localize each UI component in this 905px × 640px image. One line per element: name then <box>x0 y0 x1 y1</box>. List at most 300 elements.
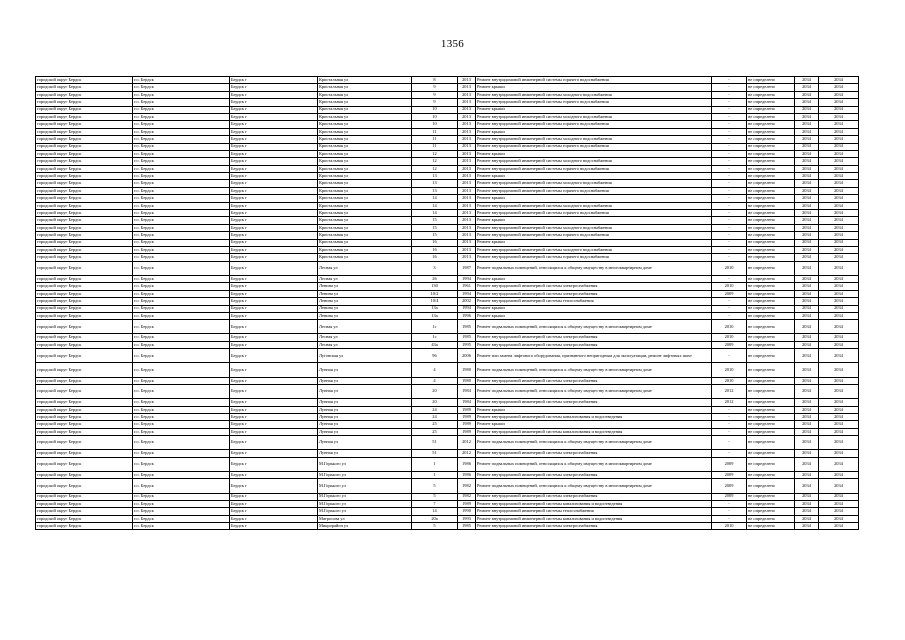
table-row <box>36 77 859 84</box>
house-number-cell: 51 <box>412 436 458 450</box>
table-row <box>36 275 859 282</box>
work-type-cell: Ремонт крыши <box>476 421 712 428</box>
plan-year-start-cell: 2034 <box>795 385 819 399</box>
plan-year-end-cell: 2034 <box>819 187 859 194</box>
prior-repair-year-cell: 2010 <box>712 377 747 384</box>
cost-cell: не определено <box>747 187 795 194</box>
municipality-cell: городской округ Бердск <box>36 363 133 377</box>
house-number-cell: 13а <box>412 312 458 319</box>
municipality-cell: городской округ Бердск <box>36 202 133 209</box>
plan-year-start-cell: 2034 <box>795 334 819 341</box>
cost-cell: не определено <box>747 414 795 421</box>
year-cell: 2013 <box>458 158 476 165</box>
table-row <box>36 493 859 500</box>
year-cell: 2013 <box>458 84 476 91</box>
table-row <box>36 290 859 297</box>
plan-year-start-cell: 2034 <box>795 508 819 515</box>
cost-cell: не определено <box>747 500 795 507</box>
street-cell: Лунная ул <box>318 428 412 435</box>
plan-year-end-cell: 2034 <box>819 202 859 209</box>
city-cell: Бердск г <box>230 399 318 406</box>
plan-year-start-cell: 2034 <box>795 406 819 413</box>
house-number-cell: 14 <box>412 508 458 515</box>
house-number-cell: 43а <box>412 341 458 348</box>
house-number-cell: 4 <box>412 363 458 377</box>
work-type-cell: Ремонт подвальных помещений, относящихся к общему имуществу в многоквартирном доме <box>476 320 712 334</box>
plan-year-start-cell: 2034 <box>795 399 819 406</box>
plan-year-start-cell: 2034 <box>795 457 819 471</box>
cost-cell: не определено <box>747 399 795 406</box>
street-cell: Кристальная ул <box>318 202 412 209</box>
year-cell: 2013 <box>458 173 476 180</box>
house-number-cell: 10/2 <box>412 290 458 297</box>
district-cell: г.о. Бердск <box>133 187 230 194</box>
house-number-cell: 1 <box>412 457 458 471</box>
house-number-cell: 20 <box>412 385 458 399</box>
street-cell: Кристальная ул <box>318 136 412 143</box>
municipality-cell: городской округ Бердск <box>36 349 133 363</box>
prior-repair-year-cell: - <box>712 202 747 209</box>
year-cell: 2013 <box>458 224 476 231</box>
table-row <box>36 180 859 187</box>
cost-cell: не определено <box>747 254 795 261</box>
cost-cell: не определено <box>747 165 795 172</box>
plan-year-end-cell: 2034 <box>819 341 859 348</box>
city-cell: Бердск г <box>230 471 318 478</box>
plan-year-start-cell: 2034 <box>795 128 819 135</box>
cost-cell: не определено <box>747 349 795 363</box>
table-row <box>36 150 859 157</box>
city-cell: Бердск г <box>230 421 318 428</box>
street-cell: Лесная ул <box>318 261 412 275</box>
city-cell: Бердск г <box>230 406 318 413</box>
work-type-cell: Ремонт внутридомовой инженерной системы теплоснабжения <box>476 298 712 305</box>
city-cell: Бердск г <box>230 246 318 253</box>
year-cell: 2013 <box>458 99 476 106</box>
district-cell: г.о. Бердск <box>133 471 230 478</box>
house-number-cell: 5 <box>412 493 458 500</box>
table-row <box>36 99 859 106</box>
work-type-cell: Ремонт внутридомовой инженерной системы канализования и водоотведения <box>476 414 712 421</box>
plan-year-start-cell: 2034 <box>795 232 819 239</box>
city-cell: Бердск г <box>230 150 318 157</box>
cost-cell: не определено <box>747 471 795 478</box>
table-row <box>36 305 859 312</box>
street-cell: Лунная ул <box>318 406 412 413</box>
municipality-cell: городской округ Бердск <box>36 143 133 150</box>
plan-year-start-cell: 2034 <box>795 224 819 231</box>
district-cell: г.о. Бердск <box>133 450 230 457</box>
table-row <box>36 195 859 202</box>
street-cell: М.Горького ул <box>318 508 412 515</box>
plan-year-end-cell: 2034 <box>819 91 859 98</box>
work-type-cell: Ремонт внутридомовой инженерной системы электроснабжения <box>476 377 712 384</box>
plan-year-start-cell: 2034 <box>795 99 819 106</box>
table-row <box>36 121 859 128</box>
capital-repair-table <box>35 76 859 530</box>
cost-cell: не определено <box>747 202 795 209</box>
cost-cell: не определено <box>747 421 795 428</box>
municipality-cell: городской округ Бердск <box>36 320 133 334</box>
plan-year-start-cell: 2034 <box>795 377 819 384</box>
year-cell: 1986 <box>458 471 476 478</box>
prior-repair-year-cell: - <box>712 428 747 435</box>
prior-repair-year-cell: - <box>712 436 747 450</box>
house-number-cell: 16 <box>412 246 458 253</box>
city-cell: Бердск г <box>230 457 318 471</box>
table-row <box>36 187 859 194</box>
street-cell: Кристальная ул <box>318 165 412 172</box>
plan-year-end-cell: 2034 <box>819 143 859 150</box>
plan-year-start-cell: 2034 <box>795 421 819 428</box>
street-cell: М.Горького ул <box>318 479 412 493</box>
cost-cell: не определено <box>747 261 795 275</box>
prior-repair-year-cell: - <box>712 349 747 363</box>
prior-repair-year-cell: - <box>712 136 747 143</box>
district-cell: г.о. Бердск <box>133 275 230 282</box>
city-cell: Бердск г <box>230 91 318 98</box>
municipality-cell: городской округ Бердск <box>36 246 133 253</box>
work-type-cell: Ремонт крыши <box>476 239 712 246</box>
street-cell: Лунная ул <box>318 385 412 399</box>
municipality-cell: городской округ Бердск <box>36 165 133 172</box>
city-cell: Бердск г <box>230 84 318 91</box>
table-row <box>36 298 859 305</box>
district-cell: г.о. Бердск <box>133 232 230 239</box>
work-type-cell: Ремонт внутридомовой инженерной системы холодного водоснабжения <box>476 136 712 143</box>
cost-cell: не определено <box>747 457 795 471</box>
year-cell: 2013 <box>458 165 476 172</box>
street-cell: Кристальная ул <box>318 232 412 239</box>
municipality-cell: городской округ Бердск <box>36 493 133 500</box>
district-cell: г.о. Бердск <box>133 377 230 384</box>
prior-repair-year-cell: - <box>712 414 747 421</box>
street-cell: Кристальная ул <box>318 239 412 246</box>
street-cell: Кристальная ул <box>318 158 412 165</box>
table-row <box>36 165 859 172</box>
table-row <box>36 457 859 471</box>
year-cell: 2013 <box>458 202 476 209</box>
municipality-cell: городской округ Бердск <box>36 406 133 413</box>
prior-repair-year-cell: - <box>712 298 747 305</box>
table-row <box>36 217 859 224</box>
municipality-cell: городской округ Бердск <box>36 195 133 202</box>
district-cell: г.о. Бердск <box>133 305 230 312</box>
year-cell: 2013 <box>458 217 476 224</box>
house-number-cell: 11 <box>412 143 458 150</box>
work-type-cell: Ремонт внутридомовой инженерной системы электроснабжения <box>476 523 712 530</box>
plan-year-end-cell: 2034 <box>819 349 859 363</box>
district-cell: г.о. Бердск <box>133 290 230 297</box>
city-cell: Бердск г <box>230 254 318 261</box>
house-number-cell: 14 <box>412 210 458 217</box>
plan-year-end-cell: 2034 <box>819 515 859 522</box>
street-cell: Кристальная ул <box>318 217 412 224</box>
year-cell: 1989 <box>458 428 476 435</box>
work-type-cell: Ремонт внутридомовой инженерной системы канализования и водоотведения <box>476 500 712 507</box>
city-cell: Бердск г <box>230 187 318 194</box>
prior-repair-year-cell: - <box>712 143 747 150</box>
house-number-cell: 9 <box>412 91 458 98</box>
table-row <box>36 91 859 98</box>
plan-year-start-cell: 2034 <box>795 436 819 450</box>
year-cell: 1987 <box>458 261 476 275</box>
plan-year-start-cell: 2034 <box>795 298 819 305</box>
city-cell: Бердск г <box>230 113 318 120</box>
year-cell: 1989 <box>458 421 476 428</box>
cost-cell: не определено <box>747 377 795 384</box>
plan-year-end-cell: 2034 <box>819 457 859 471</box>
plan-year-end-cell: 2034 <box>819 283 859 290</box>
table-row <box>36 143 859 150</box>
district-cell: г.о. Бердск <box>133 91 230 98</box>
prior-repair-year-cell: 2012 <box>712 399 747 406</box>
city-cell: Бердск г <box>230 77 318 84</box>
plan-year-start-cell: 2034 <box>795 77 819 84</box>
work-type-cell: Ремонт внутридомовой инженерной системы горячего водоснабжения <box>476 210 712 217</box>
district-cell: г.о. Бердск <box>133 173 230 180</box>
plan-year-end-cell: 2034 <box>819 180 859 187</box>
municipality-cell: городской округ Бердск <box>36 428 133 435</box>
table-row <box>36 334 859 341</box>
city-cell: Бердск г <box>230 515 318 522</box>
house-number-cell: 11 <box>412 128 458 135</box>
plan-year-start-cell: 2034 <box>795 414 819 421</box>
cost-cell: не определено <box>747 436 795 450</box>
table-row <box>36 246 859 253</box>
city-cell: Бердск г <box>230 385 318 399</box>
year-cell: 2013 <box>458 121 476 128</box>
cost-cell: не определено <box>747 428 795 435</box>
prior-repair-year-cell: 2009 <box>712 290 747 297</box>
street-cell: Кристальная ул <box>318 210 412 217</box>
cost-cell: не определено <box>747 150 795 157</box>
work-type-cell: Ремонт крыши <box>476 275 712 282</box>
cost-cell: не определено <box>747 246 795 253</box>
plan-year-end-cell: 2034 <box>819 165 859 172</box>
municipality-cell: городской округ Бердск <box>36 298 133 305</box>
plan-year-start-cell: 2034 <box>795 121 819 128</box>
street-cell: Кристальная ул <box>318 254 412 261</box>
prior-repair-year-cell: 2009 <box>712 479 747 493</box>
municipality-cell: городской округ Бердск <box>36 471 133 478</box>
plan-year-end-cell: 2034 <box>819 479 859 493</box>
prior-repair-year-cell: 2010 <box>712 320 747 334</box>
municipality-cell: городской округ Бердск <box>36 334 133 341</box>
district-cell: г.о. Бердск <box>133 515 230 522</box>
plan-year-end-cell: 2034 <box>819 113 859 120</box>
plan-year-start-cell: 2034 <box>795 275 819 282</box>
plan-year-start-cell: 2034 <box>795 173 819 180</box>
year-cell: 2002 <box>458 298 476 305</box>
street-cell: Кристальная ул <box>318 150 412 157</box>
cost-cell: не определено <box>747 363 795 377</box>
district-cell: г.о. Бердск <box>133 165 230 172</box>
work-type-cell: Ремонт внутридомовой инженерной системы электроснабжения <box>476 290 712 297</box>
year-cell: 2013 <box>458 187 476 194</box>
work-type-cell: Ремонт крыши <box>476 106 712 113</box>
prior-repair-year-cell: - <box>712 232 747 239</box>
cost-cell: не определено <box>747 121 795 128</box>
plan-year-start-cell: 2034 <box>795 428 819 435</box>
table-row <box>36 421 859 428</box>
work-type-cell: Ремонт крыши <box>476 195 712 202</box>
cost-cell: не определено <box>747 406 795 413</box>
district-cell: г.о. Бердск <box>133 508 230 515</box>
street-cell: Лунная ул <box>318 414 412 421</box>
year-cell: 1980 <box>458 377 476 384</box>
plan-year-start-cell: 2034 <box>795 246 819 253</box>
year-cell: 1989 <box>458 500 476 507</box>
cost-cell: не определено <box>747 298 795 305</box>
plan-year-start-cell: 2034 <box>795 187 819 194</box>
municipality-cell: городской округ Бердск <box>36 254 133 261</box>
plan-year-end-cell: 2034 <box>819 173 859 180</box>
house-number-cell: 9 <box>412 84 458 91</box>
house-number-cell: 130 <box>412 283 458 290</box>
city-cell: Бердск г <box>230 106 318 113</box>
year-cell: 1989 <box>458 406 476 413</box>
plan-year-end-cell: 2034 <box>819 385 859 399</box>
prior-repair-year-cell: - <box>712 210 747 217</box>
cost-cell: не определено <box>747 158 795 165</box>
year-cell: 2012 <box>458 450 476 457</box>
city-cell: Бердск г <box>230 128 318 135</box>
municipality-cell: городской округ Бердск <box>36 436 133 450</box>
table-row <box>36 224 859 231</box>
district-cell: г.о. Бердск <box>133 493 230 500</box>
street-cell: Кристальная ул <box>318 246 412 253</box>
street-cell: Лунная ул <box>318 363 412 377</box>
plan-year-end-cell: 2034 <box>819 421 859 428</box>
prior-repair-year-cell: - <box>712 224 747 231</box>
table-row <box>36 479 859 493</box>
street-cell: Кристальная ул <box>318 84 412 91</box>
city-cell: Бердск г <box>230 341 318 348</box>
street-cell: Лунная ул <box>318 421 412 428</box>
house-number-cell: 3 <box>412 261 458 275</box>
street-cell: Ленина ул <box>318 290 412 297</box>
prior-repair-year-cell: - <box>712 508 747 515</box>
table-row <box>36 202 859 209</box>
plan-year-end-cell: 2034 <box>819 493 859 500</box>
work-type-cell: Ремонт внутридомовой инженерной системы горячего водоснабжения <box>476 187 712 194</box>
plan-year-start-cell: 2034 <box>795 320 819 334</box>
house-number-cell: 13 <box>412 187 458 194</box>
street-cell: Ленина ул <box>318 305 412 312</box>
prior-repair-year-cell: 2010 <box>712 283 747 290</box>
plan-year-end-cell: 2034 <box>819 210 859 217</box>
prior-repair-year-cell: - <box>712 305 747 312</box>
work-type-cell: Ремонт или замена лифтового оборудования, признанного непригодным для эксплуатации, ремонт лифтовых шахт <box>476 349 712 363</box>
work-type-cell: Ремонт внутридомовой инженерной системы холодного водоснабжения <box>476 91 712 98</box>
prior-repair-year-cell: - <box>712 217 747 224</box>
plan-year-start-cell: 2034 <box>795 202 819 209</box>
plan-year-start-cell: 2034 <box>795 471 819 478</box>
city-cell: Бердск г <box>230 232 318 239</box>
prior-repair-year-cell: - <box>712 158 747 165</box>
street-cell: М.Горького ул <box>318 471 412 478</box>
street-cell: Лунная ул <box>318 377 412 384</box>
cost-cell: не определено <box>747 77 795 84</box>
cost-cell: не определено <box>747 450 795 457</box>
municipality-cell: городской округ Бердск <box>36 158 133 165</box>
year-cell: 1985 <box>458 523 476 530</box>
district-cell: г.о. Бердск <box>133 261 230 275</box>
municipality-cell: городской округ Бердск <box>36 224 133 231</box>
house-number-cell: 51 <box>412 450 458 457</box>
street-cell: Лесная ул <box>318 275 412 282</box>
prior-repair-year-cell: - <box>712 84 747 91</box>
city-cell: Бердск г <box>230 239 318 246</box>
district-cell: г.о. Бердск <box>133 77 230 84</box>
prior-repair-year-cell: - <box>712 239 747 246</box>
plan-year-start-cell: 2034 <box>795 254 819 261</box>
house-number-cell: 11 <box>412 136 458 143</box>
house-number-cell: 1с <box>412 334 458 341</box>
cost-cell: не определено <box>747 239 795 246</box>
plan-year-end-cell: 2034 <box>819 414 859 421</box>
prior-repair-year-cell: - <box>712 312 747 319</box>
cost-cell: не определено <box>747 217 795 224</box>
work-type-cell: Ремонт внутридомовой инженерной системы горячего водоснабжения <box>476 99 712 106</box>
plan-year-start-cell: 2034 <box>795 493 819 500</box>
table-row <box>36 239 859 246</box>
table-row <box>36 113 859 120</box>
district-cell: г.о. Бердск <box>133 457 230 471</box>
plan-year-end-cell: 2034 <box>819 320 859 334</box>
plan-year-end-cell: 2034 <box>819 290 859 297</box>
plan-year-start-cell: 2034 <box>795 349 819 363</box>
table-row <box>36 210 859 217</box>
municipality-cell: городской округ Бердск <box>36 479 133 493</box>
municipality-cell: городской округ Бердск <box>36 239 133 246</box>
municipality-cell: городской округ Бердск <box>36 261 133 275</box>
street-cell: Лесная ул <box>318 341 412 348</box>
cost-cell: не определено <box>747 99 795 106</box>
table-row <box>36 312 859 319</box>
year-cell: 1984 <box>458 399 476 406</box>
plan-year-end-cell: 2034 <box>819 406 859 413</box>
house-number-cell: 25 <box>412 428 458 435</box>
work-type-cell: Ремонт внутридомовой инженерной системы теплоснабжения <box>476 508 712 515</box>
street-cell: Кристальная ул <box>318 113 412 120</box>
table-body <box>36 77 859 530</box>
city-cell: Бердск г <box>230 334 318 341</box>
house-number-cell: 5 <box>412 479 458 493</box>
house-number-cell: 10 <box>412 121 458 128</box>
prior-repair-year-cell: - <box>712 275 747 282</box>
plan-year-start-cell: 2034 <box>795 195 819 202</box>
cost-cell: не определено <box>747 106 795 113</box>
municipality-cell: городской округ Бердск <box>36 91 133 98</box>
work-type-cell: Ремонт внутридомовой инженерной системы горячего водоснабжения <box>476 165 712 172</box>
district-cell: г.о. Бердск <box>133 180 230 187</box>
street-cell: Матросова ул <box>318 515 412 522</box>
prior-repair-year-cell: - <box>712 515 747 522</box>
cost-cell: не определено <box>747 180 795 187</box>
table-row <box>36 436 859 450</box>
house-number-cell: 12 <box>412 165 458 172</box>
table-row <box>36 173 859 180</box>
district-cell: г.о. Бердск <box>133 210 230 217</box>
plan-year-start-cell: 2034 <box>795 290 819 297</box>
plan-year-start-cell: 2034 <box>795 217 819 224</box>
district-cell: г.о. Бердск <box>133 113 230 120</box>
district-cell: г.о. Бердск <box>133 195 230 202</box>
city-cell: Бердск г <box>230 121 318 128</box>
street-cell: Ленина ул <box>318 283 412 290</box>
